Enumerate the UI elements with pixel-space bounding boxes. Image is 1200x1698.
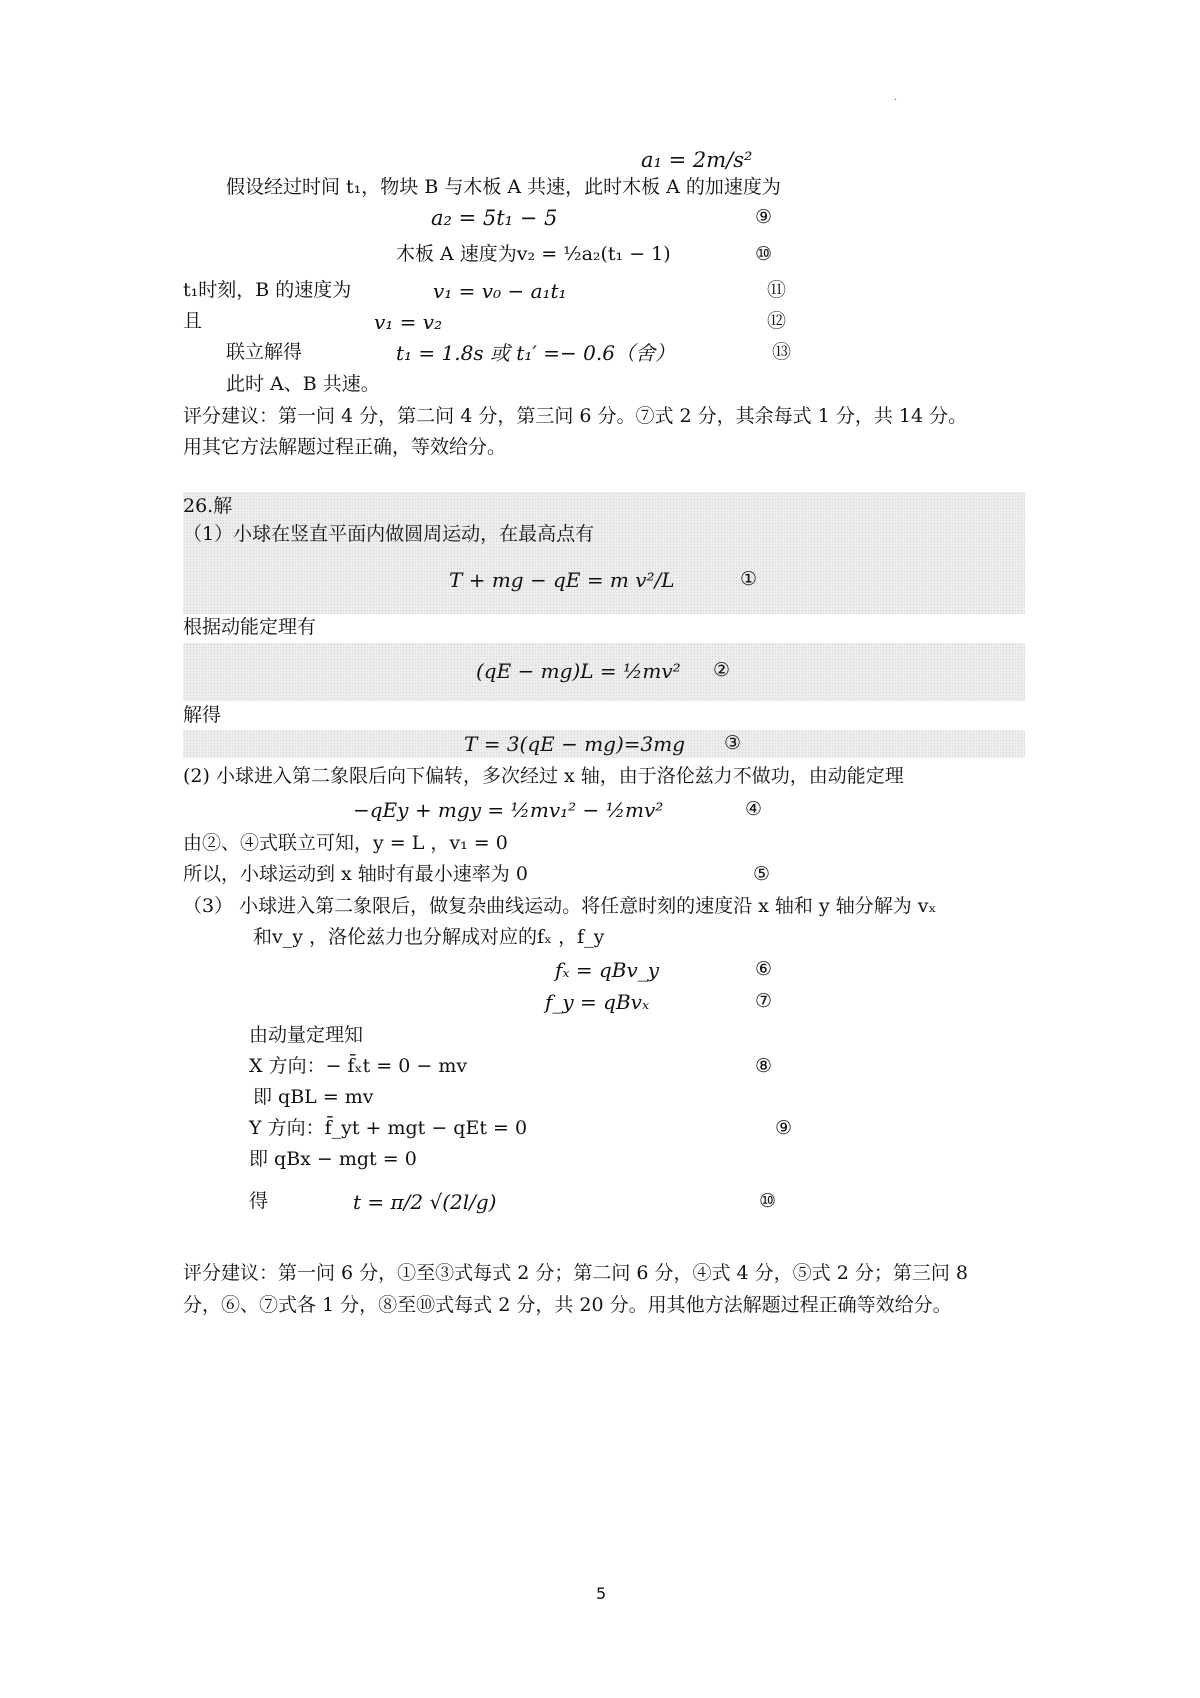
q26-part2-text: (2) 小球进入第二象限后向下偏转，多次经过 x 轴，由于洛伦兹力不做功，由动能定理 [183, 765, 904, 787]
q26-equation-3: T = 3(qE − mg)=3mg [464, 732, 686, 756]
q26-equation-1: T + mg − qE = m v²/L [449, 568, 675, 592]
scoring-note-1b: 用其它方法解题过程正确，等效给分。 [183, 436, 507, 458]
line-same-speed: 此时 A、B 共速。 [226, 373, 380, 395]
line-solve-label: 联立解得 [226, 341, 303, 363]
equation-a1: a₁ = 2m/s² [641, 148, 753, 172]
q26-part2-min-speed: 所以，小球运动到 x 轴时有最小速率为 0 [183, 863, 528, 885]
equation-12: v₁ = v₂ [374, 310, 443, 334]
page-number: 5 [596, 1584, 607, 1603]
line-qie: 且 [183, 310, 203, 332]
q26-equation-4: −qEy + mgy = ½mv₁² − ½mv² [353, 798, 664, 822]
scoring-note-1: 评分建议：第一问 4 分，第二问 4 分，第三问 6 分。⑦式 2 分，其余每式 1 分，共 14 分。 [183, 405, 968, 427]
q26-momentum-text: 由动量定理知 [249, 1024, 364, 1046]
q26-eq-number-7: ⑦ [755, 990, 773, 1012]
scoring-note-2: 评分建议：第一问 6 分，①至③式每式 2 分；第二问 6 分，④式 4 分，⑤式 2 分；第三问 8 [183, 1262, 968, 1284]
eq-number-10: ⑩ [755, 243, 773, 265]
q26-get-text: 得 [249, 1190, 269, 1212]
q26-equation-10: t = π/2 √(2l/g) [353, 1190, 497, 1214]
q26-equation-6: fₓ = qBv_y [555, 958, 660, 982]
shade-block-1 [183, 492, 1025, 614]
q26-energy-text: 根据动能定理有 [183, 616, 317, 638]
q26-equation-7: f_y = qBvₓ [545, 990, 650, 1014]
q26-eq-number-6: ⑥ [755, 958, 773, 980]
q26-part1-text: （1）小球在竖直平面内做圆周运动，在最高点有 [183, 523, 595, 545]
q26-eq-number-10: ⑩ [759, 1190, 777, 1212]
q26-eq-number-3: ③ [724, 732, 742, 754]
question-26-title: 26.解 [183, 495, 233, 517]
eq-number-13: ⑬ [772, 341, 792, 363]
q26-equation-9: Y 方向：f̄_yt + mgt − qEt = 0 [249, 1117, 528, 1139]
q26-eq-number-8: ⑧ [755, 1055, 773, 1077]
q26-solve-text: 解得 [183, 704, 222, 726]
equation-13: t₁ = 1.8s 或 t₁′ =− 0.6（舍） [396, 341, 675, 365]
q26-eq-number-5: ⑤ [753, 863, 771, 885]
line-board-velocity: 木板 A 速度为v₂ = ½a₂(t₁ − 1) [396, 243, 671, 265]
q26-eq-number-2: ② [713, 659, 731, 681]
scoring-note-2b: 分，⑥、⑦式各 1 分，⑧至⑩式每式 2 分，共 20 分。用其他方法解题过程正确等效给分。 [183, 1294, 952, 1316]
q26-eq-number-1: ① [740, 568, 758, 590]
eq-number-9: ⑨ [755, 206, 773, 228]
line-t1-label: t₁时刻，B 的速度为 [183, 279, 352, 301]
q26-part3-text-cont: 和v_y ，洛伦兹力也分解成对应的fₓ ，f_y [253, 926, 605, 948]
q26-equation-9b: 即 qBx − mgt = 0 [249, 1148, 417, 1170]
equation-9: a₂ = 5t₁ − 5 [431, 206, 558, 230]
q26-equation-2: (qE − mg)L = ½mv² [476, 659, 681, 683]
q26-eq-number-4: ④ [745, 798, 763, 820]
eq-number-12: ⑫ [767, 310, 787, 332]
equation-11: v₁ = v₀ − a₁t₁ [433, 279, 567, 303]
q26-equation-8b: 即 qBL = mv [253, 1086, 374, 1108]
q26-eq-number-9: ⑨ [775, 1117, 793, 1139]
q26-part2-conclusion: 由②、④式联立可知，y = L ，v₁ = 0 [183, 832, 508, 854]
eq-number-11: ⑪ [767, 279, 787, 301]
q26-equation-8: X 方向：− f̄ₓt = 0 − mv [249, 1055, 468, 1077]
corner-dot: · [894, 95, 898, 106]
line-assume: 假设经过时间 t₁，物块 B 与木板 A 共速，此时木板 A 的加速度为 [226, 176, 781, 198]
q26-part3-text: （3） 小球进入第二象限后，做复杂曲线运动。将任意时刻的速度沿 x 轴和 y 轴分解为 vₓ [183, 895, 937, 917]
